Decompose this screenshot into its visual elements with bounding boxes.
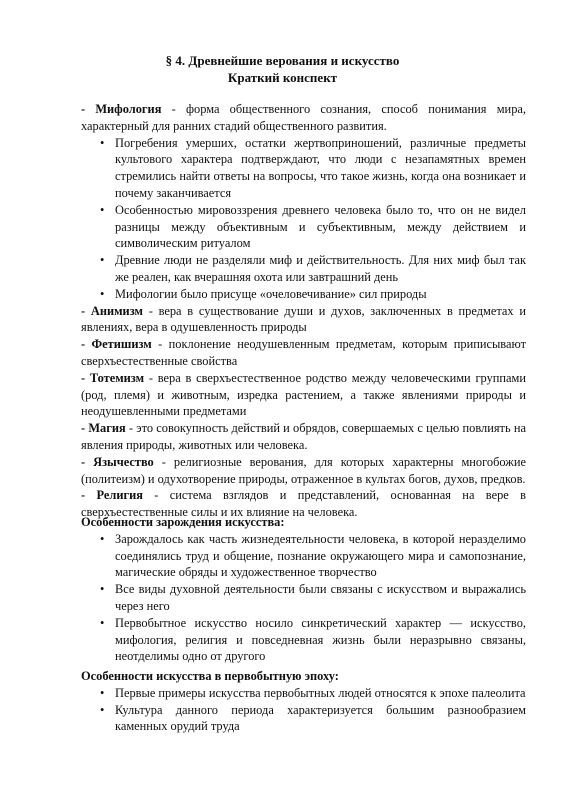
list-item-text: Первые примеры искусства первобытных людей относятся к эпохе палеолита: [115, 685, 526, 700]
mythology-bullet-list: [81, 135, 526, 303]
term-dash: -: [81, 421, 89, 436]
term-definition: [81, 370, 526, 420]
mythology-section: [81, 101, 526, 521]
term-dash: -: [81, 454, 94, 469]
term-def-text: - это совокупность действий и обрядов, совершаемых с целью повлиять на явления природы, животных или человека.: [81, 421, 526, 452]
list-item: [81, 135, 526, 202]
term-fetishism: Фетишизм: [91, 337, 152, 352]
term-def-text: - поклонение неодушевленным предметам, которым приписывают сверхъестественные свойства: [81, 337, 526, 368]
mythology-definition: [81, 101, 526, 135]
section-heading: Особенности зарождения искусства:: [81, 515, 285, 529]
page-subtitle: Краткий конспект: [227, 70, 338, 85]
bullet-icon: •: [100, 582, 105, 597]
primitive-bullet-list: [81, 685, 526, 735]
bullet-icon: •: [100, 135, 105, 150]
bullet-icon: •: [100, 702, 105, 717]
primitive-art-section: [81, 668, 526, 735]
bullet-icon: •: [100, 286, 105, 301]
list-item: [81, 202, 526, 252]
list-item-text: Зарождалось как часть жизнедеятельности человека, в которой неразделимо соединялись труд и общение, познание окружающего мира и самопознание, магические обряды и художественное творчество: [115, 531, 526, 580]
list-item: [81, 702, 526, 736]
bullet-icon: •: [100, 615, 105, 630]
origin-bullet-list: [81, 531, 526, 665]
term-totemism: Тотемизм: [89, 370, 145, 385]
list-item-text: Особенностью мировоззрения древнего человека было то, что он не видел разницы между объективным и субъективным, между действием и символическим ритуалом: [115, 202, 526, 251]
list-item: [81, 615, 526, 665]
list-item-text: Культура данного периода характеризуется большим разнообразием каменных орудий труда: [115, 702, 526, 734]
term-definition: [81, 420, 526, 454]
bullet-icon: •: [100, 253, 105, 268]
term-def-text: - система взглядов и представлений, основанная на вере в сверхъестественные силы и их влияние на человека.: [81, 488, 526, 520]
term-mythology: Мифология: [95, 102, 162, 116]
list-item-text: Погребения умерших, остатки жертвоприношений, различные предметы культового характера подтверждают, что люди с незапамятных времен стремились найти ответы на вопросы, что такое жизнь, когда она возникает и почему заканчивается: [115, 135, 526, 200]
term-definition: [81, 303, 526, 337]
list-item: [81, 286, 526, 303]
list-item: [81, 581, 526, 615]
term-magic: Магия: [88, 421, 126, 436]
list-item-text: Древние люди не разделяли миф и действительность. Для них миф был так же реален, как вчерашняя охота или завтрашний день: [115, 253, 526, 284]
mythology-def-text: - форма общественного сознания, способ понимания мира, характерный для ранних стадий общественного развития.: [81, 102, 526, 133]
term-dash: -: [81, 337, 92, 352]
term-dash: -: [81, 370, 90, 385]
term-definition: [81, 454, 526, 488]
list-item-text: Все виды духовной деятельности были связаны с искусством и выражались через него: [115, 582, 526, 613]
section-heading: Особенности искусства в первобытную эпоху:: [81, 669, 339, 683]
art-origin-section: [81, 514, 526, 665]
term-definition: [81, 336, 526, 370]
page-title: § 4. Древнейшие верования и искусство: [165, 53, 400, 68]
term-def-text: - вера в сверхъестественное родство между человеческими группами (род, племя) и животным, изредка растением, а также явлениями природы и неодушевленными предметами: [81, 370, 526, 419]
term-paganism: Язычество: [93, 454, 154, 469]
term-dash: -: [81, 303, 91, 318]
term-dash: -: [81, 102, 96, 116]
list-item: [81, 685, 526, 702]
bullet-icon: •: [100, 531, 105, 546]
list-item-text: Первобытное искусство носило синкретический характер — искусство, мифология, религия и повседневная жизнь были неразрывно связаны, неотделимы одно от другого: [115, 615, 526, 664]
list-item: [81, 252, 526, 286]
list-item-text: Мифологии было присуще «очеловечивание» сил природы: [115, 286, 427, 301]
term-def-text: - религиозные верования, для которых характерны многобожие (политеизм) и одухотворение природы, отраженное в культах богов, духов, предков.: [81, 454, 526, 486]
term-dash: -: [81, 488, 97, 503]
bullet-icon: •: [100, 685, 105, 700]
list-item: [81, 531, 526, 581]
term-religion: Религия: [96, 488, 143, 503]
term-def-text: - вера в существование души и духов, заключенных в предметах и явлениях, вера в одушевленность природы: [81, 303, 526, 335]
term-animism: Анимизм: [90, 303, 143, 318]
bullet-icon: •: [100, 202, 105, 217]
